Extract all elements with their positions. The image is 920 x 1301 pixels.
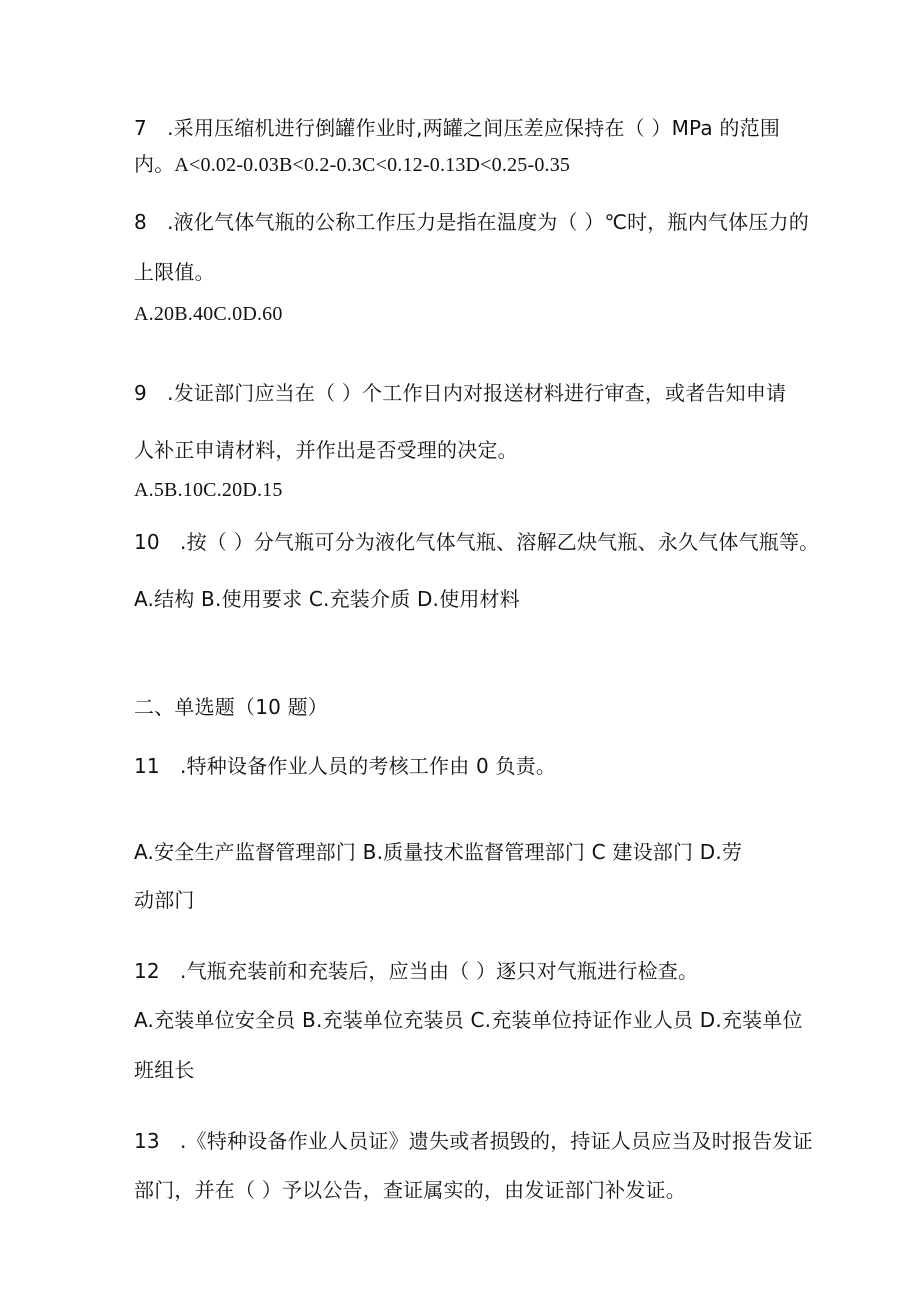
question-9-options: A.5B.10C.20D.15 [134, 479, 283, 501]
question-12-options-line-2: 班组长 [134, 1058, 195, 1082]
question-8-options: A.20B.40C.0D.60 [134, 303, 283, 325]
question-11-options-line-1: A.安全生产监督管理部门 B.质量技术监督管理部门 C 建设部门 D.劳 [134, 840, 743, 864]
question-7-line-2: 内。A<0.02-0.03B<0.2-0.3C<0.12-0.13D<0.25-0.35 [134, 154, 571, 176]
question-12-line-1: 12 .气瓶充装前和充装后，应当由（ ）逐只对气瓶进行检查。 [134, 959, 699, 983]
question-9-line-2: 人补正申请材料，并作出是否受理的决定。 [134, 438, 518, 462]
question-11-line-1: 11 .特种设备作业人员的考核工作由 0 负责。 [134, 754, 557, 778]
question-12-options-line-1: A.充装单位安全员 B.充装单位充装员 C.充装单位持证作业人员 D.充装单位 [134, 1008, 803, 1032]
question-10-options: A.结构 B.使用要求 C.充装介质 D.使用材料 [134, 587, 520, 611]
section-heading-single-choice: 二、单选题（10 题） [134, 695, 329, 719]
question-13-line-2: 部门，并在（ ）予以公告，查证属实的，由发证部门补发证。 [134, 1178, 686, 1202]
question-11-options-line-2: 动部门 [134, 888, 195, 912]
question-9-line-1: 9 .发证部门应当在（ ）个工作日内对报送材料进行审查，或者告知申请 [134, 381, 787, 405]
question-8-line-1: 8 .液化气体气瓶的公称工作压力是指在温度为（ ）℃时，瓶内气体压力的 [134, 210, 809, 234]
question-8-line-2: 上限值。 [134, 260, 215, 284]
question-13-line-1: 13 .《特种设备作业人员证》遗失或者损毁的，持证人员应当及时报告发证 [134, 1129, 813, 1153]
question-7-line-1: 7 .采用压缩机进行倒罐作业时,两罐之间压差应保持在（ ）MPa 的范围 [134, 116, 781, 140]
question-10-line-1: 10 .按（ ）分气瓶可分为液化气体气瓶、溶解乙炔气瓶、永久气体气瓶等。 [134, 530, 820, 554]
